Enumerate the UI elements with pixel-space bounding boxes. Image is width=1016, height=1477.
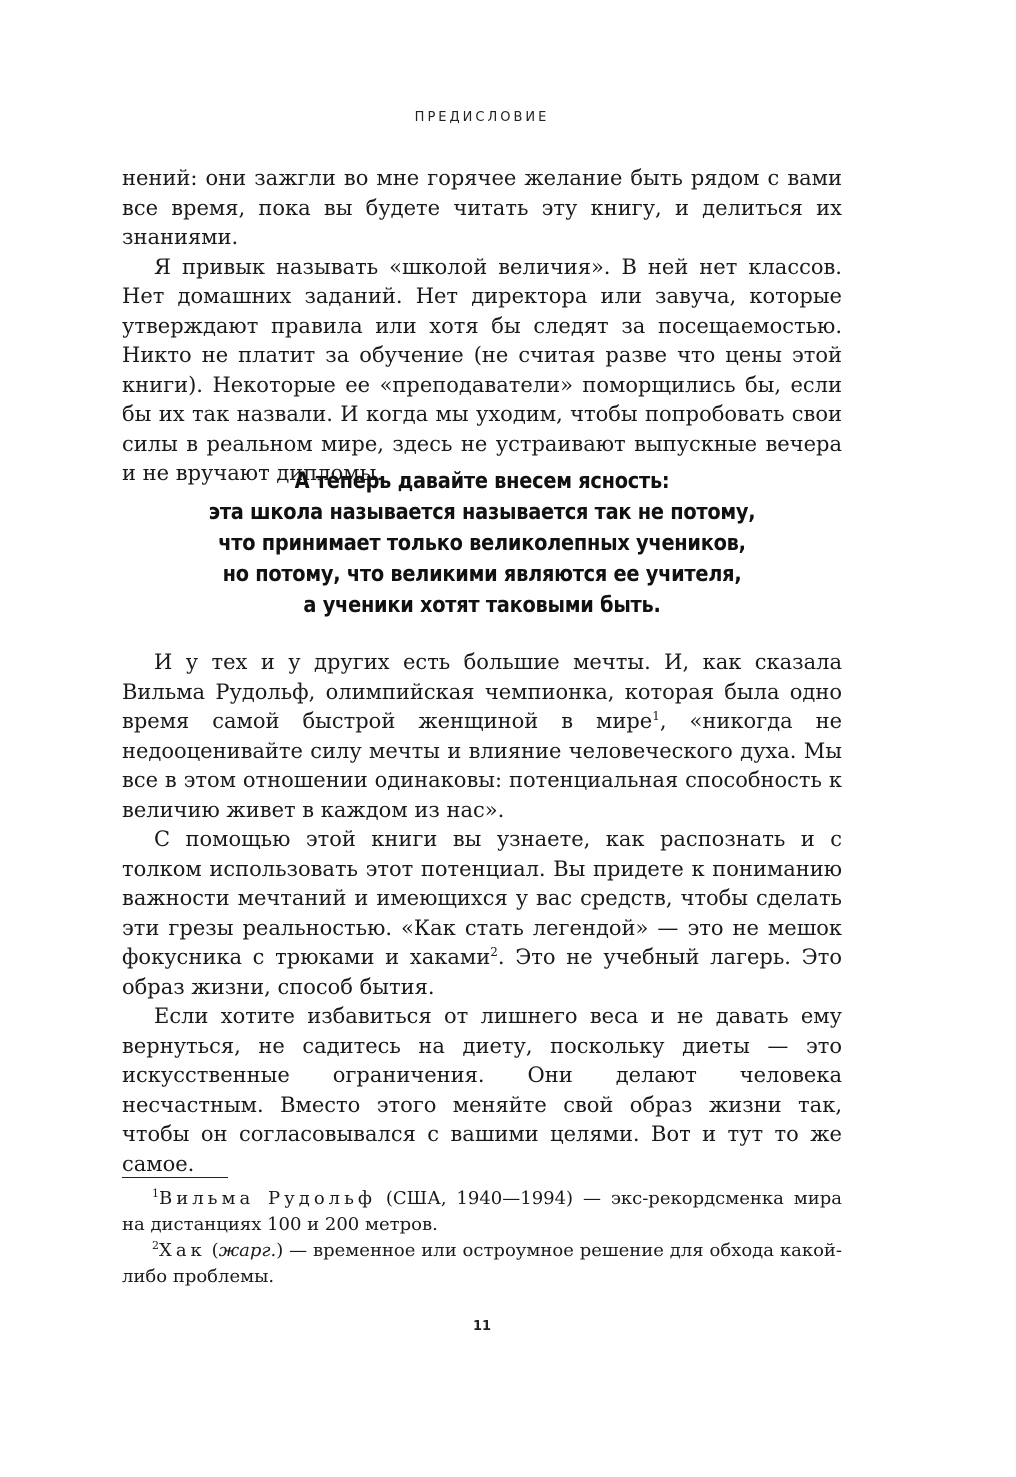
footnote-number: 1 — [152, 1187, 159, 1200]
footnote-text: — временное или остроумное решение для обхода какой-либо проблемы. — [122, 1240, 843, 1287]
pull-quote-line: А теперь давайте внесем ясность: — [294, 469, 670, 494]
paragraph — [122, 648, 842, 825]
paragraph-text: . Это не учебный лагерь. Это образ жизни, способ бытия. — [122, 945, 842, 999]
pull-quote-line: что принимает только великолепных учеников, — [218, 531, 746, 556]
footnote-text: (США, 1940—1994) — экс-рекордсменка мира на дистанциях 100 и 200 метров. — [122, 1188, 843, 1235]
body-text-bottom — [122, 648, 842, 1179]
pull-quote-line: а ученики хотят таковыми быть. — [303, 593, 661, 618]
paragraph — [122, 825, 842, 1002]
paragraph-text: , «никогда не недооценивайте силу мечты и влияние человеческого духа. Мы все в этом отношении одинаковы: потенциальная способность к величию живет в каждом из нас». — [122, 709, 842, 822]
running-head: ПРЕДИСЛОВИЕ — [414, 110, 550, 125]
body-text-top — [122, 164, 842, 489]
footnote-term: Хак — [159, 1240, 206, 1261]
book-page — [122, 0, 842, 1477]
paragraph-text: С помощью этой книги вы узнаете, как распознать и с толком использовать этот потенциал. Вы придете к пониманию важности мечтаний и имеющихся у вас средств, чтобы сделать эти грезы реальностью. «Как стать легендой» — это не мешок фокусника с трюками и хаками — [122, 827, 842, 969]
footnotes — [122, 1186, 842, 1290]
footnote-divider — [122, 1177, 228, 1178]
footnote-number: 2 — [152, 1239, 159, 1252]
footnote: $^2$Хак (жарг.) — временное или остроумное решение для обхода какой-либо проблемы. — [122, 1239, 843, 1287]
page-number: 11 — [472, 1319, 492, 1334]
paragraph-text: И у тех и у других есть большие мечты. И, как сказала Вильма Рудольф, олимпийская чемпионка, которая была одно время самой быстрой женщиной в мире — [122, 650, 842, 733]
paragraph: Я привык называть «школой величия». В ней нет классов. Нет домашних заданий. Нет директора или завуча, которые утверждают правила или хотя бы следят за посещаемостью. Никто не платит за обучение (не считая разве что цены этой книги). Некоторые ее «преподаватели» поморщились бы, если бы их так назвали. И когда мы уходим, чтобы попробовать свои силы в реальном мире, здесь не устраивают выпускные вечера и не вручают дипломы. — [122, 254, 842, 485]
footnote-abbr: жарг. — [218, 1240, 277, 1261]
pull-quote — [165, 466, 799, 621]
footnote-ref[interactable]: 1 — [652, 709, 660, 723]
footnote — [122, 1186, 842, 1238]
footnote-ref[interactable]: 2 — [490, 945, 498, 959]
pull-quote-line: эта школа называется называется так не потому, — [208, 500, 756, 525]
paragraph: нений: они зажгли во мне горячее желание быть рядом с вами все время, пока вы будете читать эту книгу, и делиться их знаниями. — [122, 166, 842, 249]
pull-quote-line: но потому, что великими являются ее учителя, — [222, 562, 742, 587]
paragraph: Если хотите избавиться от лишнего веса и не давать ему вернуться, не садитесь на диету, поскольку диеты — это искусственные ограничения. Они делают человека несчастным. Вместо этого меняйте свой образ жизни так, чтобы он согласовывался с вашими целями. Вот и тут то же самое. — [122, 1004, 842, 1176]
footnote-term: Вильма Рудольф — [159, 1188, 377, 1209]
